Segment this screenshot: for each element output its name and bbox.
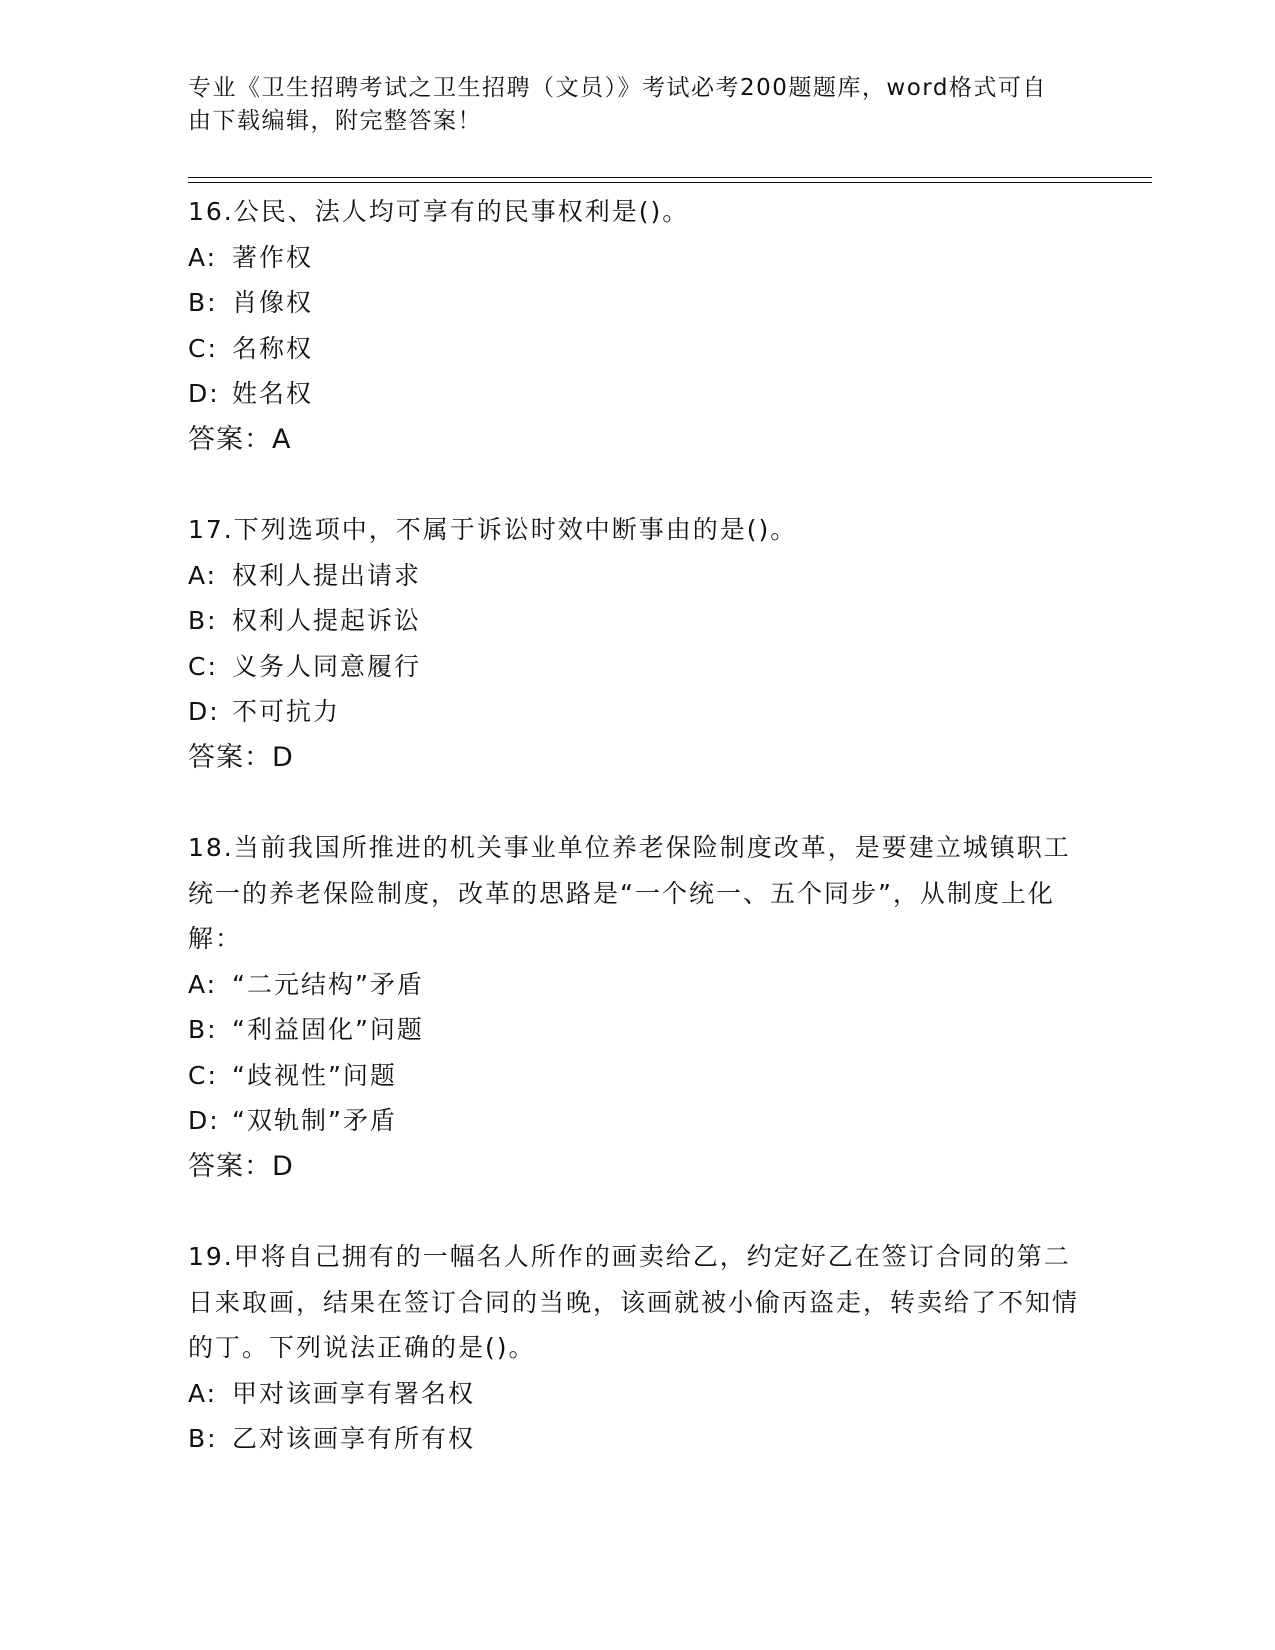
option-text: “双轨制”矛盾 [232,1106,397,1135]
option-b [188,1416,1088,1462]
option-text: “利益固化”问题 [232,1015,424,1044]
option-text: 乙对该画享有所有权 [232,1424,476,1453]
option-b [188,280,1088,326]
option-letter: D: [188,697,220,726]
option-b [188,1007,1088,1053]
option-letter: B: [188,606,218,635]
option-text: 甲对该画享有署名权 [232,1378,476,1408]
option-letter: B: [188,1015,218,1044]
option-letter: A: [188,242,218,272]
option-text: “歧视性”问题 [232,1060,397,1090]
option-letter: D: [188,379,220,408]
question-stem: 16.公民、法人均可享有的民事权利是()。 [188,197,690,226]
option-a [188,235,1088,281]
option-text: 姓名权 [232,379,314,408]
option-a [188,553,1088,599]
option-text: 不可抗力 [232,697,341,726]
answer-line: 答案：D [188,1150,294,1182]
option-a [188,962,1088,1008]
option-c [188,644,1088,690]
question-stem: 19.甲将自己拥有的一幅名人所作的画卖给乙，约定好乙在签订合同的第二日来取画，结果在签订合同的当晚，该画就被小偷丙盗走，转卖给了不知情的丁。下列说法正确的是()。 [188,1242,1080,1362]
option-letter: B: [188,1424,218,1453]
option-text: 义务人同意履行 [232,651,422,681]
option-text: 著作权 [232,242,314,272]
option-text: “二元结构”矛盾 [232,969,424,999]
question-16 [188,189,1088,462]
answer-line: 答案：A [188,423,292,455]
option-b [188,598,1088,644]
option-d [188,371,1088,417]
option-text: 肖像权 [232,288,314,317]
option-letter: C: [188,651,218,681]
option-letter: C: [188,1060,218,1090]
option-text: 权利人提出请求 [232,560,422,590]
option-c [188,1053,1088,1099]
option-letter: A: [188,1378,218,1408]
question-18 [188,825,1088,1189]
option-d [188,689,1088,735]
header-divider [188,177,1152,178]
question-list [188,189,1088,1462]
option-d [188,1098,1088,1144]
option-letter: D: [188,1106,220,1135]
option-letter: A: [188,560,218,590]
option-text: 名称权 [232,333,314,363]
question-19 [188,1234,1088,1462]
option-letter: B: [188,288,218,317]
option-letter: A: [188,969,218,999]
option-letter: C: [188,333,218,363]
answer-line: 答案：D [188,741,294,773]
question-17 [188,507,1088,780]
document-header: 专业《卫生招聘考试之卫生招聘（文员）》考试必考200题题库，word格式可自由下载编辑，附完整答案！ [188,75,1047,134]
option-c [188,326,1088,372]
header-divider [188,182,1152,183]
question-stem: 17.下列选项中，不属于诉讼时效中断事由的是()。 [188,515,798,544]
question-stem: 18.当前我国所推进的机关事业单位养老保险制度改革，是要建立城镇职工统一的养老保险制度，改革的思路是“一个统一、五个同步”，从制度上化解： [188,833,1071,953]
option-a [188,1371,1088,1417]
option-text: 权利人提起诉讼 [232,606,422,635]
